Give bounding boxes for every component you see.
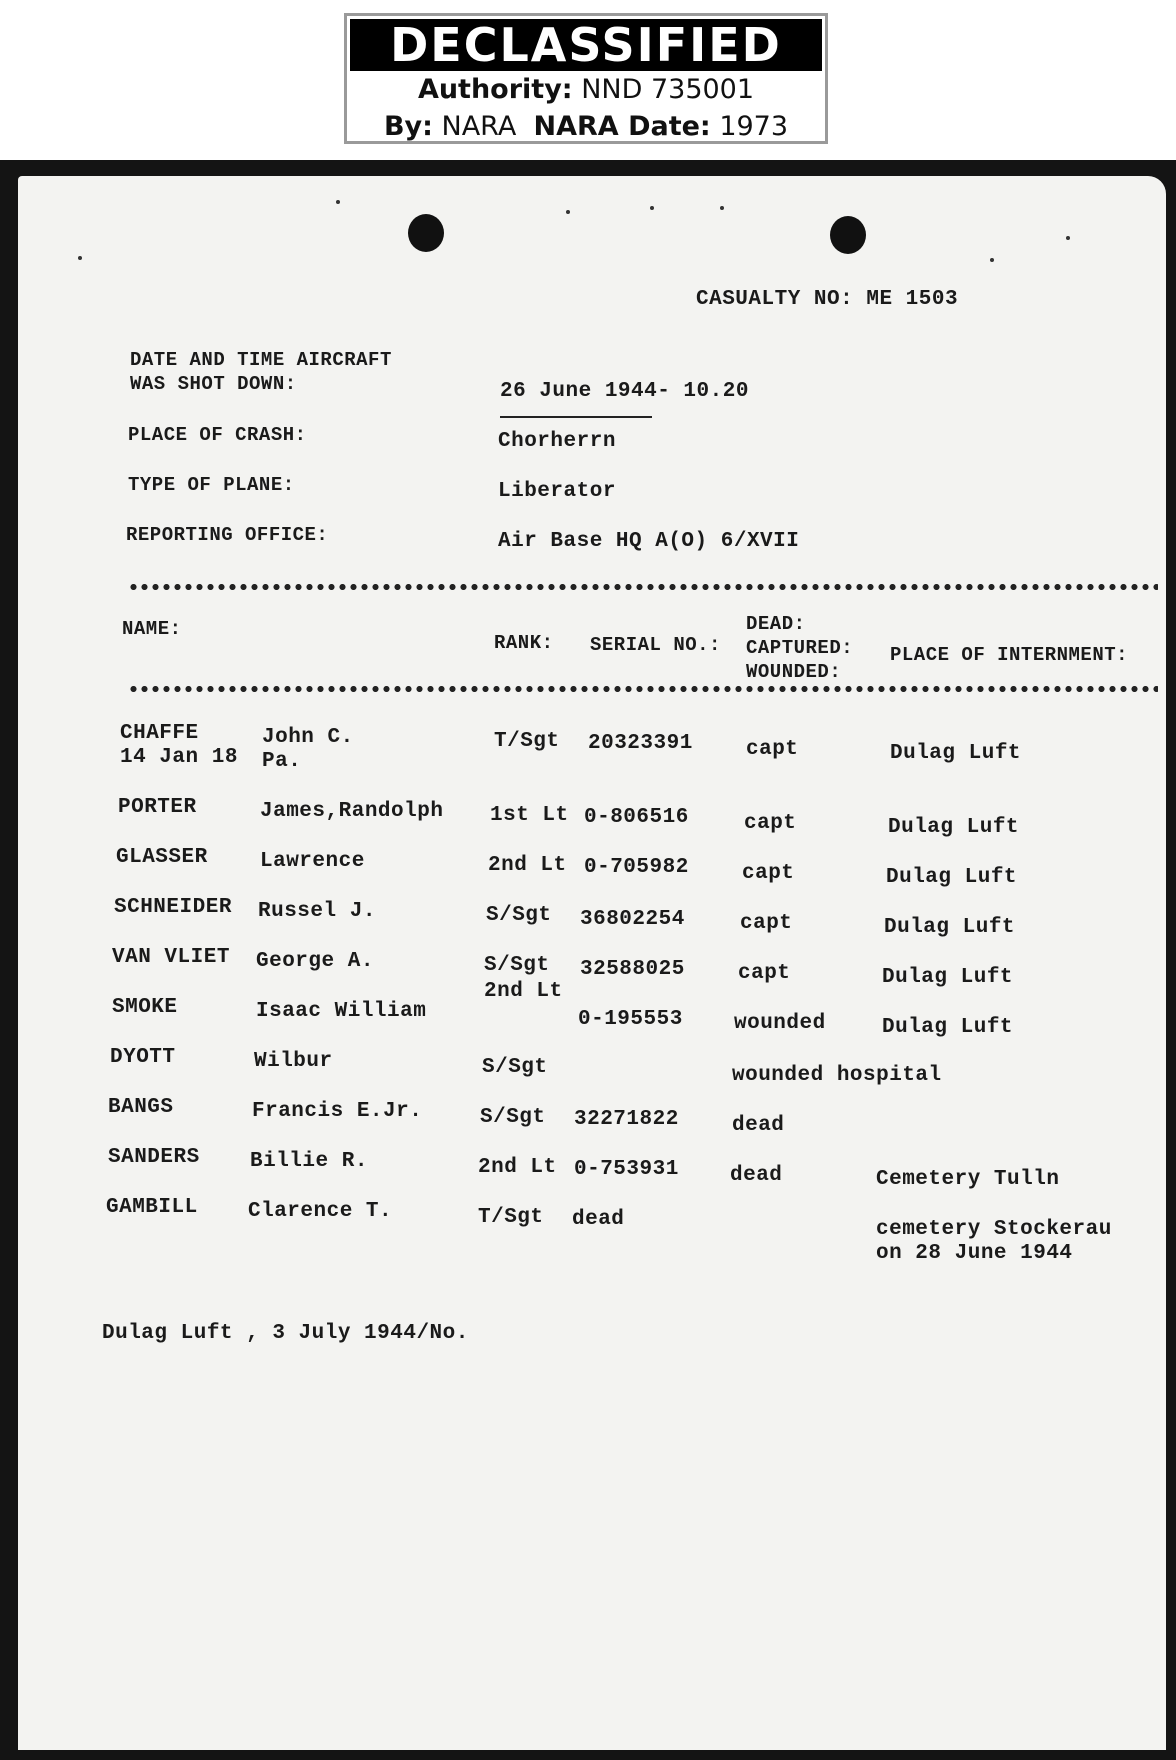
punch-hole-left — [408, 214, 444, 252]
stamp-by-line — [347, 108, 825, 145]
row-rank: 2nd Lt — [488, 854, 567, 877]
office-label: REPORTING OFFICE: — [126, 524, 329, 546]
row-surname: DYOTT — [110, 1046, 176, 1069]
col-serial: SERIAL NO.: — [590, 634, 721, 656]
speck — [1066, 236, 1070, 240]
punch-hole-right — [830, 216, 866, 254]
row-surname: SMOKE — [112, 996, 178, 1019]
casualty-number — [696, 288, 958, 311]
stamp-date-label: NARA Date: — [533, 111, 711, 142]
date-value: 26 June 1944- 10.20 — [500, 380, 749, 403]
date-underline — [500, 416, 652, 418]
stamp-by-value: NARA — [441, 111, 517, 142]
row-surname — [120, 722, 238, 770]
type-label: TYPE OF PLANE: — [128, 474, 295, 496]
place-value: Chorherrn — [498, 430, 616, 453]
col-status-dead: DEAD: — [746, 613, 806, 635]
row-surname: BANGS — [108, 1096, 174, 1119]
row-given — [262, 726, 354, 774]
row-rank: T/Sgt — [494, 730, 560, 753]
row-status: dead — [572, 1208, 625, 1231]
row-rank: 2nd Lt — [478, 1156, 557, 1179]
declassified-stamp — [344, 13, 828, 144]
surname-text: CHAFFE — [120, 722, 199, 745]
speck — [78, 256, 82, 260]
row-status: capt — [746, 738, 799, 761]
row-given: Wilbur — [254, 1050, 333, 1073]
row-status: dead — [730, 1164, 783, 1187]
date-label-line2: WAS SHOT DOWN: — [130, 373, 297, 395]
row-internment: Dulag Luft — [890, 742, 1022, 765]
row-rank: S/Sgt — [486, 904, 552, 927]
stamp-by-label: By: — [383, 111, 433, 142]
row-surname: GAMBILL — [106, 1196, 198, 1219]
stamp-authority-value: NND 735001 — [581, 74, 755, 105]
row-given: Lawrence — [260, 850, 365, 873]
office-value: Air Base HQ A(O) 6/XVII — [498, 530, 800, 553]
row-internment: Cemetery Tulln — [876, 1168, 1060, 1191]
surname-note: 14 Jan 18 — [120, 746, 238, 769]
casualty-value: ME 1503 — [866, 288, 959, 311]
row-rank: S/Sgt — [480, 1106, 546, 1129]
row-serial: 32271822 — [574, 1108, 679, 1131]
col-internment: PLACE OF INTERNMENT: — [890, 644, 1129, 666]
speck — [566, 210, 570, 214]
date-label-line1: DATE AND TIME AIRCRAFT — [130, 349, 392, 371]
row-surname: SCHNEIDER — [114, 896, 232, 919]
col-name: NAME: — [122, 618, 182, 640]
row-serial: 0-753931 — [574, 1158, 679, 1181]
row-given: James,Randolph — [260, 800, 444, 823]
stamp-date-value: 1973 — [719, 111, 789, 142]
speck — [990, 258, 994, 262]
row-internment: Dulag Luft — [882, 966, 1014, 989]
row-given: Billie R. — [250, 1150, 368, 1173]
place-label: PLACE OF CRASH: — [128, 424, 307, 446]
row-surname: VAN VLIET — [112, 946, 230, 969]
dotted-separator-bottom — [128, 686, 1158, 692]
speck — [650, 206, 654, 210]
row-internment: Dulag Luft — [882, 1016, 1014, 1039]
type-value: Liberator — [498, 480, 616, 503]
row-status: capt — [744, 812, 797, 835]
row-given: George A. — [256, 950, 374, 973]
scanned-document — [0, 160, 1176, 1760]
row-rank: S/Sgt — [484, 954, 550, 977]
internment-text: cemetery Stockerau — [876, 1218, 1112, 1241]
row-given: Clarence T. — [248, 1200, 393, 1223]
speck — [720, 206, 724, 210]
footer-text: Dulag Luft , 3 July 1944/No. — [102, 1322, 469, 1345]
row-surname: PORTER — [118, 796, 197, 819]
row-status: capt — [742, 862, 795, 885]
date-label — [130, 348, 392, 396]
row-rank: 1st Lt — [490, 804, 569, 827]
row-status: capt — [738, 962, 791, 985]
row-internment — [876, 1218, 1112, 1266]
speck — [336, 200, 340, 204]
col-status-captured: CAPTURED: — [746, 637, 854, 659]
row-rank: 2nd Lt — [484, 980, 563, 1003]
row-serial: 20323391 — [588, 732, 693, 755]
row-given: Isaac William — [256, 1000, 427, 1023]
row-serial: 0-705982 — [584, 856, 689, 879]
col-status — [746, 612, 853, 684]
row-status: dead — [732, 1114, 785, 1137]
row-rank: S/Sgt — [482, 1056, 548, 1079]
row-serial: 32588025 — [580, 958, 685, 981]
row-internment: Dulag Luft — [884, 916, 1016, 939]
row-status: capt — [740, 912, 793, 935]
row-serial: 0-806516 — [584, 806, 689, 829]
row-status: wounded — [734, 1012, 826, 1035]
casualty-label: CASUALTY NO: — [696, 288, 854, 311]
row-surname: GLASSER — [116, 846, 208, 869]
row-serial: 36802254 — [580, 908, 685, 931]
col-status-wounded: WOUNDED: — [746, 661, 842, 683]
row-given: Francis E.Jr. — [252, 1100, 423, 1123]
col-rank: RANK: — [494, 632, 554, 654]
row-surname: SANDERS — [108, 1146, 200, 1169]
row-serial: 0-195553 — [578, 1008, 683, 1031]
row-internment: Dulag Luft — [886, 866, 1018, 889]
row-rank: T/Sgt — [478, 1206, 544, 1229]
row-given: Russel J. — [258, 900, 376, 923]
stamp-authority-label: Authority: — [417, 74, 573, 105]
given-text: John C. — [262, 726, 354, 749]
dotted-separator-top — [128, 584, 1158, 590]
stamp-authority — [347, 71, 825, 108]
row-internment: Dulag Luft — [888, 816, 1020, 839]
internment-note: on 28 June 1944 — [876, 1242, 1073, 1265]
given-note: Pa. — [262, 750, 302, 773]
stamp-title: DECLASSIFIED — [350, 19, 822, 71]
row-status: wounded hospital — [732, 1064, 942, 1087]
